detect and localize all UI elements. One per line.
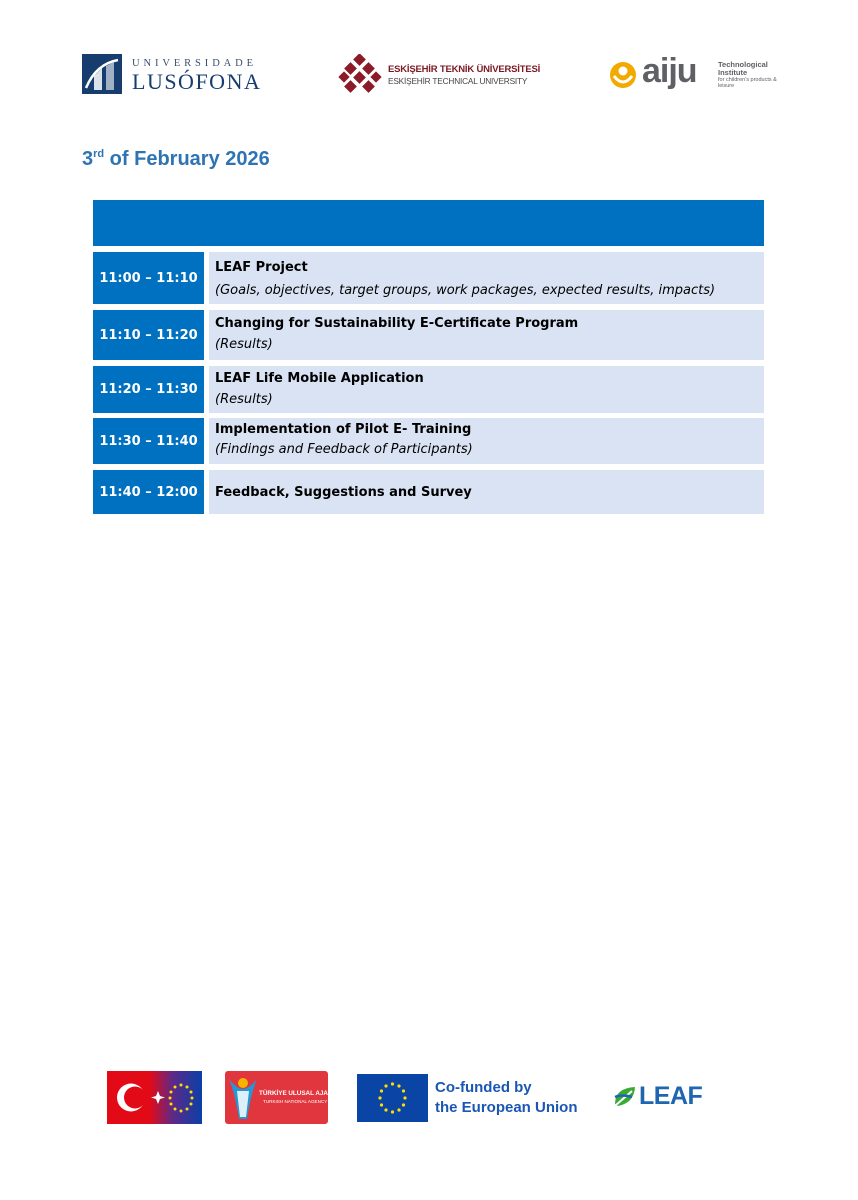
eu-line1: Co-funded by bbox=[435, 1079, 532, 1096]
title-day: 3 bbox=[82, 148, 94, 170]
agenda-topic-subtitle: (Results) bbox=[215, 337, 273, 352]
agenda-row bbox=[93, 252, 764, 304]
agenda-time: 11:00 – 11:10 bbox=[93, 252, 204, 304]
agenda-header-bar bbox=[93, 200, 764, 246]
agenda-topic-subtitle: (Findings and Feedback of Participants) bbox=[215, 442, 473, 457]
aiju-tagline: for children's products & leisure bbox=[718, 77, 777, 89]
agenda-topic bbox=[209, 310, 764, 360]
turkey-eu-flag-icon bbox=[107, 1071, 202, 1124]
turkey-eu-flag-logo bbox=[107, 1071, 202, 1124]
agenda-time: 11:20 – 11:30 bbox=[93, 366, 204, 413]
agenda-topic-subtitle: (Goals, objectives, target groups, work packages, expected results, impacts) bbox=[215, 283, 716, 298]
title-ordinal-suffix: rd bbox=[93, 148, 105, 160]
agenda-topic-title: Implementation of Pilot E- Training bbox=[215, 422, 472, 437]
aiju-sub-line1: Technological bbox=[718, 60, 768, 69]
title-rest: of February 2026 bbox=[104, 148, 270, 170]
agenda-row bbox=[93, 418, 764, 464]
page-title bbox=[82, 148, 270, 171]
estu-mark-icon bbox=[338, 54, 382, 96]
lusofona-logo bbox=[82, 54, 282, 98]
agenda-topic bbox=[209, 470, 764, 514]
agenda-row bbox=[93, 470, 764, 514]
agenda-time: 11:30 – 11:40 bbox=[93, 418, 204, 464]
agenda-topic bbox=[209, 366, 764, 413]
tua-line1: TÜRKİYE ULUSAL AJANSI bbox=[259, 1090, 339, 1097]
eu-cofunded-logo bbox=[357, 1074, 597, 1122]
agenda-row bbox=[93, 310, 764, 360]
agenda-topic bbox=[209, 252, 764, 304]
estu-name-en: ESKİŞEHİR TECHNICAL UNIVERSITY bbox=[388, 76, 528, 86]
agenda-topic bbox=[209, 418, 764, 464]
leaf-icon bbox=[612, 1084, 638, 1110]
aiju-sub-line2: Institute bbox=[718, 68, 748, 77]
agenda-topic-subtitle: (Results) bbox=[215, 392, 273, 407]
aiju-smile-icon bbox=[608, 60, 638, 90]
eu-cofunded-text bbox=[435, 1078, 578, 1118]
lusofona-emblem-icon bbox=[82, 54, 122, 94]
agenda-topic-title: Changing for Sustainability E-Certificate Program bbox=[215, 316, 579, 331]
leaf-logo bbox=[612, 1082, 712, 1112]
agenda-topic-title: Feedback, Suggestions and Survey bbox=[215, 484, 472, 500]
agenda-time: 11:10 – 11:20 bbox=[93, 310, 204, 360]
estu-name-tr: ESKİŞEHİR TEKNİK ÜNİVERSİTESİ bbox=[388, 64, 541, 75]
agenda-topic-title: LEAF Project bbox=[215, 260, 308, 275]
aiju-logo bbox=[608, 52, 778, 96]
turkish-national-agency-logo bbox=[225, 1071, 339, 1124]
lusofona-main-text: LUSÓFONA bbox=[132, 69, 262, 94]
lusofona-top-text: UNIVERSIDADE bbox=[132, 58, 257, 69]
agenda-row bbox=[93, 366, 764, 413]
eu-flag-icon bbox=[357, 1074, 428, 1122]
tua-line2: TURKISH NATIONAL AGENCY bbox=[263, 1099, 328, 1104]
estu-logo bbox=[338, 54, 548, 96]
aiju-subtitle bbox=[718, 61, 768, 77]
agenda-topic-title: LEAF Life Mobile Application bbox=[215, 371, 424, 386]
leaf-word: LEAF bbox=[639, 1082, 703, 1110]
tua-emblem-icon bbox=[225, 1071, 328, 1124]
agenda-time: 11:40 – 12:00 bbox=[93, 470, 204, 514]
eu-line2: the European Union bbox=[435, 1099, 578, 1116]
aiju-word: aiju bbox=[642, 52, 697, 90]
